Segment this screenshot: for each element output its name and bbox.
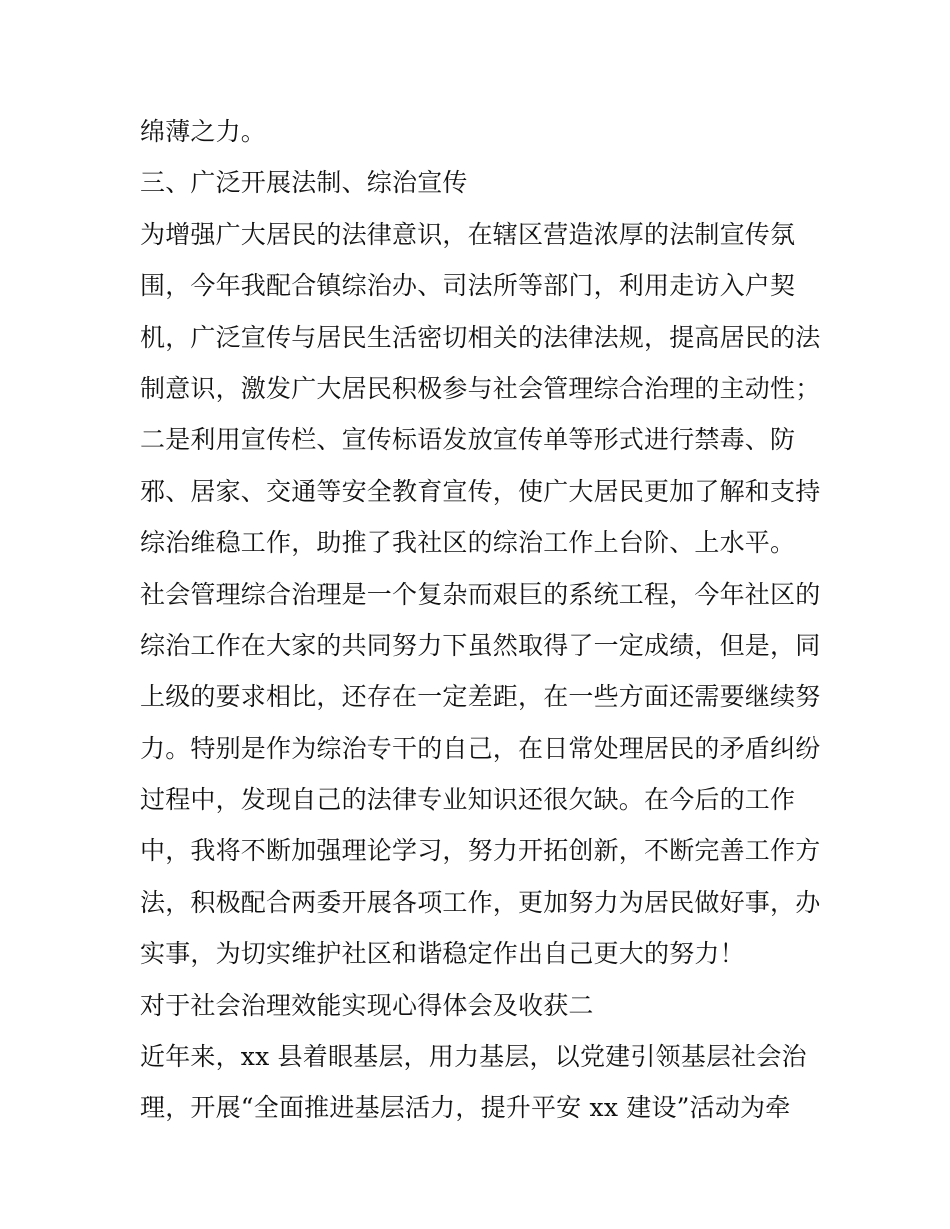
section-heading: 三、广泛开展法制、综治宣传 — [140, 168, 468, 198]
text-line: 理，开展“全面推进基层活力，提升平安 xx 建设”活动为牵 — [140, 1093, 791, 1123]
text-line: 近年来，xx 县着眼基层，用力基层，以党建引领基层社会治 — [140, 1042, 807, 1072]
text-line: 上级的要求相比，还存在一定差距，在一些方面还需要继续努 — [140, 682, 821, 712]
document-body — [140, 106, 820, 1134]
text-line: 过程中，发现自己的法律专业知识还很欠缺。在今后的工作 — [140, 785, 796, 815]
text-line: 机，广泛宣传与居民生活密切相关的法律法规，提高居民的法 — [140, 322, 821, 352]
text-line: 为增强广大居民的法律意识，在辖区营造浓厚的法制宣传氛 — [140, 219, 796, 249]
text-line: 中，我将不断加强理论学习，努力开拓创新，不断完善工作方 — [140, 836, 821, 866]
text-line: 围，今年我配合镇综治办、司法所等部门，利用走访入户契 — [140, 271, 796, 301]
text-line: 实事，为切实维护社区和谐稳定作出自己更大的努力！ — [140, 939, 745, 969]
text-line: 制意识，激发广大居民积极参与社会管理综合治理的主动性； — [140, 373, 821, 403]
text-line: 力。特别是作为综治专干的自己，在日常处理居民的矛盾纠纷 — [140, 733, 821, 763]
article-subtitle: 对于社会治理效能实现心得体会及收获二 — [140, 990, 594, 1020]
text-line: 法，积极配合两委开展各项工作，更加努力为居民做好事，办 — [140, 887, 821, 917]
text-line: 综治维稳工作，助推了我社区的综治工作上台阶、上水平。 — [140, 528, 796, 558]
text-line-continuation: 绵薄之力。 — [140, 117, 267, 146]
text-line: 邪、居家、交通等安全教育宣传，使广大居民更加了解和支持 — [140, 476, 821, 506]
text-line: 社会管理综合治理是一个复杂而艰巨的系统工程，今年社区的 — [140, 579, 821, 609]
text-line: 二是利用宣传栏、宣传标语发放宣传单等形式进行禁毒、防 — [140, 425, 796, 455]
text-line: 综治工作在大家的共同努力下虽然取得了一定成绩，但是，同 — [140, 630, 821, 660]
